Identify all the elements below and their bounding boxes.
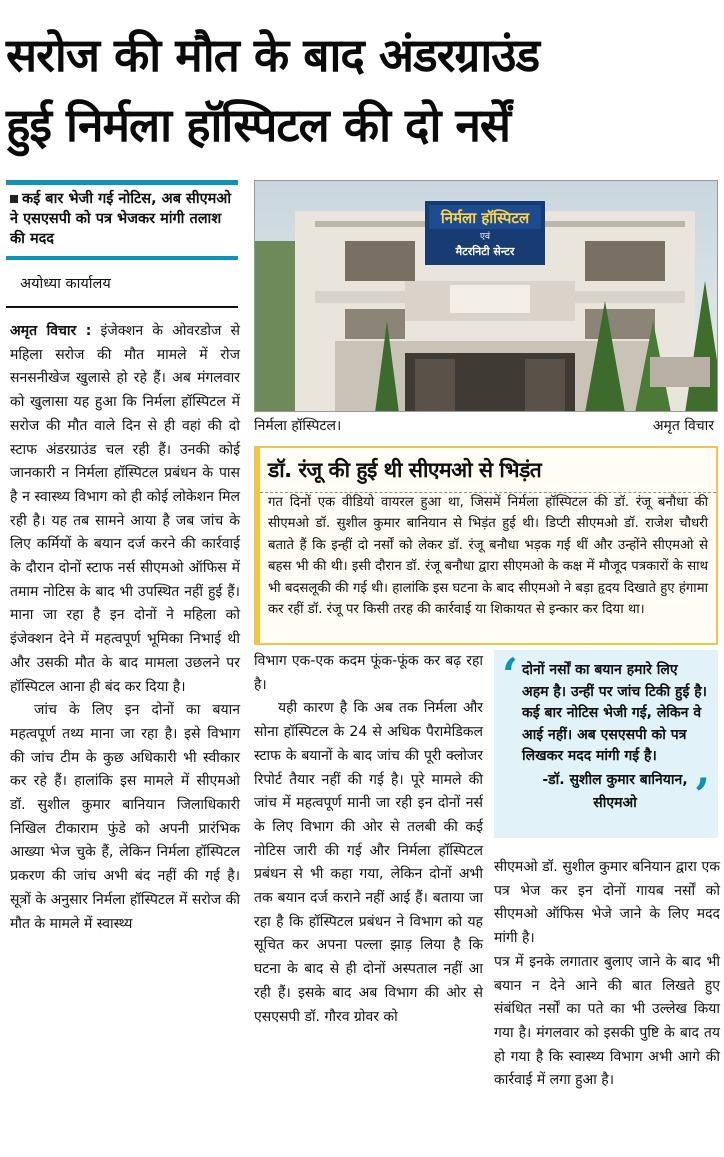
sidebar-divider bbox=[260, 492, 716, 493]
sign-sub-1: एवं bbox=[480, 232, 490, 242]
sidebar-box bbox=[254, 446, 718, 645]
article-column-1 bbox=[10, 320, 240, 936]
hospital-photo bbox=[254, 180, 718, 412]
quote-role: सीएमओ bbox=[593, 795, 637, 811]
close-quote-icon: ’ bbox=[693, 768, 710, 822]
photo-captions bbox=[254, 413, 718, 439]
sign-name: निर्मला हॉस्पिटल bbox=[440, 209, 530, 227]
sign-sub-2: मैटरनिटी सेन्टर bbox=[455, 245, 515, 258]
headline bbox=[6, 20, 718, 160]
quote-text: दोनों नर्सों का बयान हमारे लिए अहम है। उन्हीं पर जांच टिकी हुई है। कई बार नोटिस भेजी गई, लेकिन वे आई नहीं। अब एसएसपी को पत्र लिखकर मदद मांगी गई है। bbox=[522, 662, 707, 764]
pull-quote bbox=[494, 650, 718, 838]
article-column-2 bbox=[254, 650, 483, 1029]
column1-para-2: जांच के लिए इन दोनों का बयान महत्वपूर्ण तथ्य माना जा रहा है। इसे विभाग की जांच टीम के कुछ अधिकारी भी स्वीकार कर रहे हैं। हालांकि इस मामले में सीएमओ डॉ. सुशील कुमार बानियान जिलाधिकारी निखिल टीकाराम फुंडे को अपनी प्रारंभिक आख्या भेज चुके हैं, लेकिन निर्मला हॉस्पिटल प्रकरण की जांच अभी बंद नहीं की गई है। सूत्रों के अनुसार निर्मला हॉस्पिटल में सरोज की मौत के मामले में स्वास्थ्य bbox=[10, 702, 240, 932]
open-quote-icon: ‘ bbox=[502, 648, 519, 702]
photo-caption: निर्मला हॉस्पिटल। bbox=[254, 418, 342, 434]
sidebar-title: डॉ. रंजू की हुई थी सीएमओ से भिड़ंत bbox=[268, 458, 542, 482]
column1-para-1 bbox=[10, 320, 240, 699]
lead-word: अमृत विचार : bbox=[10, 323, 92, 339]
sidebar-body: गत दिनों एक वीडियो वायरल हुआ था, जिसमें निर्मला हॉस्पिटल की डॉ. रंजू बनौधा की सीएमओ डॉ. सुशील कुमार बानियान से भिड़ंत हुई थी। डिप्टी सीएमओ डॉ. राजेश चौधरी बताते हैं कि इन्हीं दो नर्सों को लेकर डॉ. रंजू बनौधा भड़क गई थीं और उन्होंने सीएमओ से बहस भी की थी। इसी दौरान डॉ. रंजू बनौधा द्वारा सीएमओ के कक्ष में मौजूद पत्रकारों के साथ भी बदसलूकी की गई थी। हालांकि इस घटना के बाद सीएमओ ने बड़ा हृदय दिखाते हुए हंगामा कर रहीं डॉ. रंजू पर किसी तरह की कार्रवाई या शिकायत से इन्कार कर दिया था। bbox=[268, 495, 708, 618]
column2-para-1: विभाग एक-एक कदम फूंक-फूंक कर बढ़ रहा है। bbox=[254, 653, 483, 693]
deck bbox=[6, 180, 238, 260]
headline-line-2: हुई निर्मला हॉस्पिटल की दो नर्सें bbox=[6, 98, 510, 152]
quote-author: -डॉ. सुशील कुमार बानियान, bbox=[542, 771, 688, 788]
dateline: अयोध्या कार्यालय bbox=[6, 272, 238, 308]
deck-text: कई बार भेजी गई नोटिस, अब सीएमओ ने एसएसपी को पत्र भेजकर मांगी तलाश की मदद bbox=[10, 191, 232, 247]
photo-credit: अमृत विचार bbox=[652, 418, 714, 434]
headline-line-1: सरोज की मौत के बाद अंडरग्राउंड bbox=[6, 28, 540, 82]
article-column-3 bbox=[494, 856, 720, 1093]
bullet-icon bbox=[10, 195, 18, 203]
column1-para-1-text: इंजेक्शन के ओवरडोज से महिला सरोज की मौत मामले में रोज सनसनीखेज खुलासे हो रहे हैं। अब मंगलवार को खुलासा यह हुआ कि निर्मला हॉस्पिटल में सरोज की मौत वाले दिन से ही वहां की दो स्टाफ अंडरग्राउंड चल रही हैं। उनकी कोई जानकारी न निर्मला हॉस्पिटल प्रबंधन के पास है न स्वास्थ्य विभाग को ही कोई लोकेशन मिल रही है। यह तब सामने आया है जब जांच के लिए कर्मियों के बयान दर्ज करने की कार्रवाई के दौरान दोनों स्टाफ नर्स सीएमओ ऑफिस में तमाम नोटिस के बाद भी उपस्थित नहीं हुई हैं। माना जा रहा है इन दोनों ने महिला को इंजेक्शन देने में महत्वपूर्ण भूमिका निभाई थी और उसकी मौत के बाद मामला उछलने पर हॉस्पिटल आना ही बंद कर दिया है। bbox=[10, 323, 241, 695]
hospital-illustration bbox=[255, 181, 718, 412]
column3-para-2: पत्र में इनके लगातार बुलाए जाने के बाद भी बयान न देने आने की बात लिखते हुए संबंधित नर्सों का पते का भी उल्लेख किया गया है। मंगलवार को इसकी पुष्टि के बाद तय हो गया है कि स्वास्थ्य विभाग अभी आगे की कार्रवाई में लगा हुआ है। bbox=[494, 953, 720, 1089]
column2-para-2: यही कारण है कि अब तक निर्मला और सोना हॉस्पिटल के 24 से अधिक पैरामेडिकल स्टाफ के बयानों के बाद जांच की पूरी क्लोजर रिपोर्ट तैयार नहीं की गई है। पूरे मामले की जांच में महत्वपूर्ण मानी जा रही इन दोनों नर्स के लिए विभाग की ओर से तलबी की कई नोटिस जारी की गई और निर्मला हॉस्पिटल प्रबंधन से भी कहा गया, लेकिन दोनों अभी तक बयान दर्ज कराने नहीं आई हैं। बताया जा रहा है कि हॉस्पिटल प्रबंधन ने विभाग को यह सूचित कर अपना पल्ला झाड़ लिया है कि घटना के बाद से ही दोनों अस्पताल नहीं आ रही हैं। इसके बाद अब विभाग की ओर से एसएसपी डॉ. गौरव ग्रोवर को bbox=[254, 700, 483, 1025]
column3-para-1: सीएमओ डॉ. सुशील कुमार बनियान द्वारा एक पत्र भेज कर इन दोनों गायब नर्सों को सीएमओ ऑफिस भेजे जाने के लिए मदद मांगी है। bbox=[494, 859, 720, 947]
